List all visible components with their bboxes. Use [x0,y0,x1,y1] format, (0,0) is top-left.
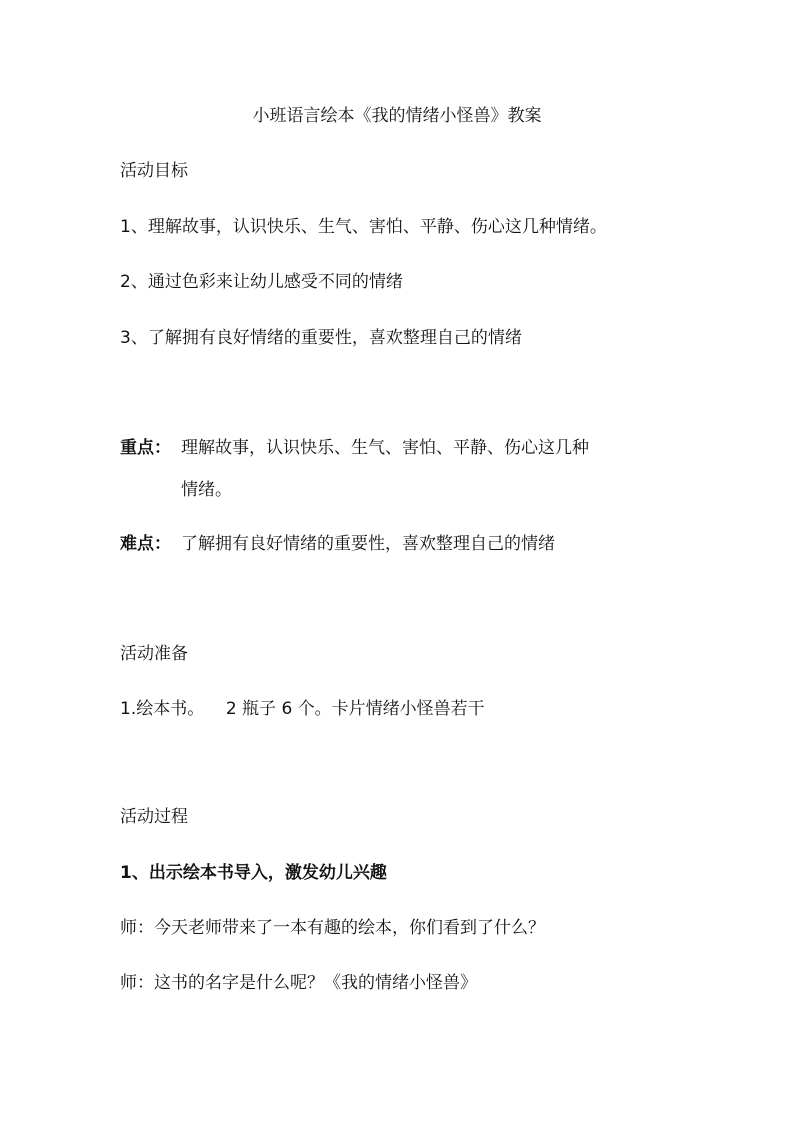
process-step1-heading: 1、出示绘本书导入，激发幼儿兴趣 [120,863,387,883]
document-title: 小班语言绘本《我的情绪小怪兽》教案 [252,106,542,126]
difficulty-text: 了解拥有良好情绪的重要性，喜欢整理自己的情绪 [181,534,555,554]
key-point-label: 重点： [120,438,171,458]
key-point-text-line2: 情绪。 [181,480,232,500]
process-heading: 活动过程 [120,807,188,827]
difficulty-label: 难点： [120,534,171,554]
preparation-heading: 活动准备 [120,644,188,664]
goal-item-2: 2、通过色彩来让幼儿感受不同的情绪 [120,272,403,292]
process-line-1: 师：今天老师带来了一本有趣的绘本，你们看到了什么？ [120,918,545,938]
goal-item-1: 1、理解故事，认识快乐、生气、害怕、平静、伤心这几种情绪。 [120,217,607,237]
key-point-text-line1: 理解故事，认识快乐、生气、害怕、平静、伤心这几种 [181,438,589,458]
goals-heading: 活动目标 [120,161,188,181]
preparation-item: 1.绘本书。 2 瓶子 6 个。卡片情绪小怪兽若干 [120,699,485,719]
process-line-2: 师：这书的名字是什么呢？《我的情绪小怪兽》 [120,973,477,993]
goal-item-3: 3、了解拥有良好情绪的重要性，喜欢整理自己的情绪 [120,328,522,348]
